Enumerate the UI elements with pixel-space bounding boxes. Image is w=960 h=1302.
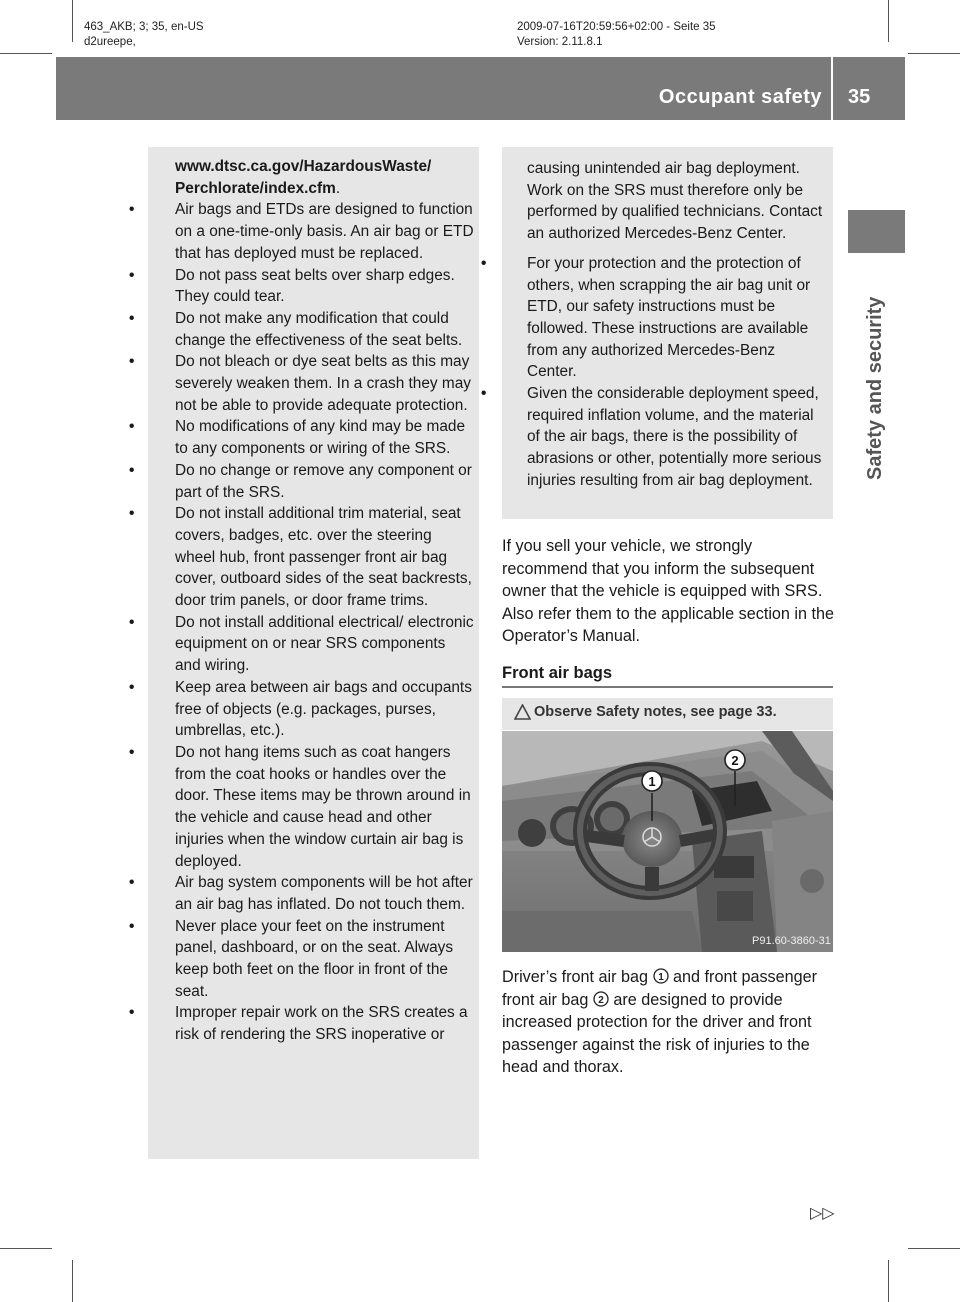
list-item: • Given the considerable deployment speed, required inflation volume, and the material of the air bags, there is the possibility of abrasions or other, potentially more serious injuries resulting from air bag deployment. xyxy=(502,383,828,492)
header-separator xyxy=(831,57,833,120)
crop-mark xyxy=(0,53,52,54)
crop-mark xyxy=(888,1260,889,1302)
callout-1-icon xyxy=(653,968,669,984)
print-meta-left-line1: 463_AKB; 3; 35, en-US xyxy=(84,21,204,33)
crop-mark xyxy=(72,0,73,42)
list-item: • Do not hang items such as coat hangers from the coat hooks or handles over the door. These items may be thrown around in the vehicle and cause head and other injuries when the window curtain air bag is deployed. xyxy=(150,742,474,872)
list-item: • Keep area between air bags and occupants free of objects (e.g. packages, purses, umbrellas, etc.). xyxy=(150,677,474,742)
print-meta-left-line2: d2ureepe, xyxy=(84,36,136,48)
url-line2: Perchlorate/index.cfm xyxy=(175,179,336,197)
list-item: • Do not pass seat belts over sharp edges. They could tear. xyxy=(150,265,474,308)
list-item: • Improper repair work on the SRS creates a risk of rendering the SRS inoperative or xyxy=(150,1002,474,1045)
list-item: • For your protection and the protection of others, when scrapping the air bag unit or ETD, our safety instructions must be followed. These instructions are available from any authorized Mercedes-Benz Center. xyxy=(502,253,828,383)
description-part3: are designed to provide increased protection for the driver and front passenger against the risk of injuries to the head and thorax. xyxy=(502,990,812,1076)
callout-1-inline: 1 xyxy=(657,972,664,983)
list-item: • Air bag system components will be hot after an air bag has inflated. Do not touch them. xyxy=(150,872,474,915)
crop-mark xyxy=(888,0,889,42)
list-item: • Do not bleach or dye seat belts as this may severely weaken them. In a crash they may not be able to provide adequate protection. xyxy=(150,351,474,416)
left-column xyxy=(150,156,474,1046)
front-airbag-description xyxy=(502,966,837,1079)
dashboard-illustration xyxy=(502,731,833,952)
url-period: . xyxy=(335,179,341,197)
side-tab-label xyxy=(852,260,892,490)
section-heading: Front air bags xyxy=(502,664,613,682)
list-item: • Do not install additional electrical/ electronic equipment on or near SRS components and wiring. xyxy=(150,612,474,677)
description-part2: and front passenger front air bag xyxy=(502,968,818,1009)
continuation-text: causing unintended air bag deployment. Work on the SRS must therefore only be performed by qualified technicians. Contact an authorized Mercedes-Benz Center. xyxy=(527,160,823,243)
list-item: • No modifications of any kind may be made to any components or wiring of the SRS. xyxy=(150,416,474,459)
list-item: • Do not install additional trim material, seat covers, badges, etc. over the steering wheel hub, front passenger front air bag cover, outboard sides of the seat backrests, door trim panels, or door frame trims. xyxy=(150,503,474,612)
callout-2-inline: 2 xyxy=(598,994,604,1006)
crop-mark xyxy=(72,1260,73,1302)
url-line1: www.dtsc.ca.gov/HazardousWaste/ xyxy=(175,158,432,175)
callout-1-label: 1 xyxy=(648,774,656,789)
list-item: • Do not make any modification that could change the effectiveness of the seat belts. xyxy=(150,308,474,351)
warning-text: Observe Safety notes, see page 33. xyxy=(534,704,777,720)
callout-2-icon xyxy=(593,991,609,1007)
crop-mark xyxy=(908,53,960,54)
print-meta-right xyxy=(517,20,716,50)
list-item: • Air bags and ETDs are designed to function on a one-time-only basis. An air bag or ETD that has deployed must be replaced. xyxy=(150,199,474,264)
page-number: 35 xyxy=(848,86,871,108)
page-title: Occupant safety xyxy=(658,86,822,108)
right-column-box xyxy=(502,158,828,492)
list-item: • Never place your feet on the instrument panel, dashboard, or on the seat. Always keep both feet on the floor in front of the seat. xyxy=(150,916,474,1003)
description-part1: Driver’s front air bag xyxy=(502,968,653,986)
print-meta-left xyxy=(84,20,204,50)
callout-2-label: 2 xyxy=(731,753,739,768)
crop-mark xyxy=(908,1248,960,1249)
heading-rule xyxy=(502,686,833,688)
crop-mark xyxy=(0,1248,52,1249)
photo-code: P91.60-3860-31 xyxy=(752,935,831,947)
warning-box xyxy=(502,698,833,730)
dashboard-photo xyxy=(502,731,833,952)
continue-arrows-icon: ▷▷ xyxy=(810,1205,835,1222)
side-tab-marker xyxy=(848,210,905,253)
list-item: • Do no change or remove any component or part of the SRS. xyxy=(150,460,474,503)
side-tab-label-text: Safety and security xyxy=(864,296,886,480)
warning-triangle-icon xyxy=(514,704,531,720)
print-meta-right-line1: 2009-07-16T20:59:56+02:00 - Seite 35 xyxy=(517,21,716,33)
sale-paragraph: If you sell your vehicle, we strongly recommend that you inform the subsequent owner that the vehicle is equipped with SRS. Also refer them to the applicable section in the Operator’s Manual. xyxy=(502,537,835,645)
url-line xyxy=(150,156,474,199)
print-meta-right-line2: Version: 2.11.8.1 xyxy=(517,36,603,48)
